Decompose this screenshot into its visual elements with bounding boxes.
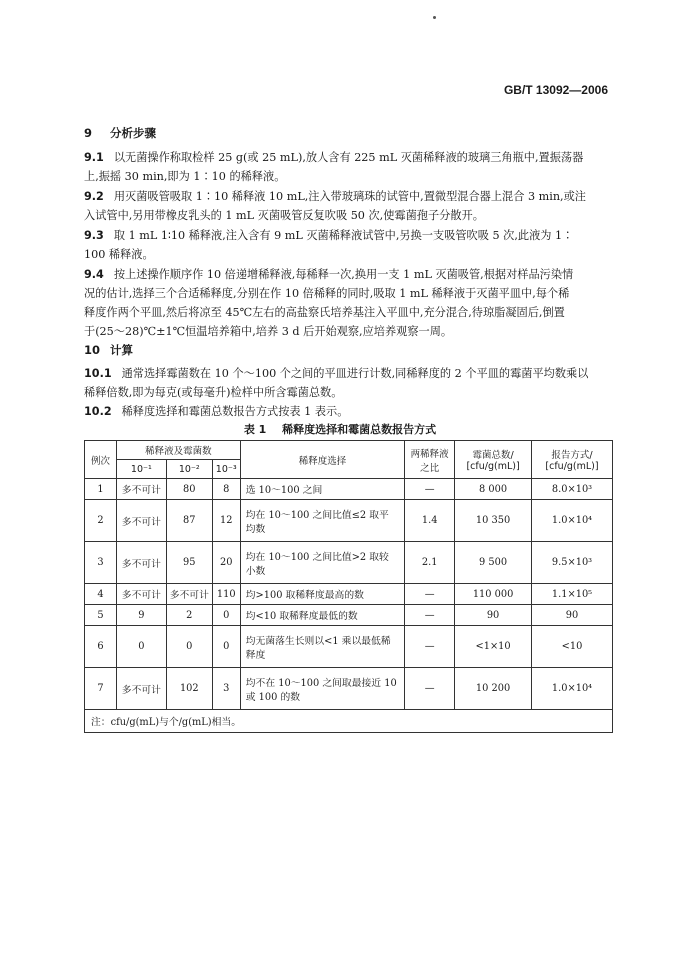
standard-number: GB/T 13092—2006 xyxy=(503,83,608,97)
table-note-row xyxy=(85,710,613,733)
cell-selection-line: 均数 xyxy=(245,523,266,535)
cell-report: 1.0×10⁴ xyxy=(532,500,613,542)
header-dilution-group: 稀释液及霉菌数 xyxy=(116,441,240,460)
dilution-table xyxy=(84,440,613,733)
header-total-line: 霉菌总数/ xyxy=(472,450,514,461)
header-report xyxy=(532,441,613,479)
cell-d1: 多不可计 xyxy=(116,668,166,710)
cell-d3: 20 xyxy=(212,542,240,584)
paragraph-9-2 xyxy=(84,187,612,225)
cell-total: 10 350 xyxy=(455,500,532,542)
paragraph-line: 入试管中,另用带橡皮乳头的 1 mL 灭菌吸管反复吹吸 50 次,使霉菌孢子分散开。 xyxy=(84,209,484,222)
cell-total: 8 000 xyxy=(455,479,532,500)
header-report-line: [cfu/g(mL)] xyxy=(545,461,599,472)
cell-selection-line: 均在 10～100 之间比值≤2 取平 xyxy=(245,509,389,521)
cell-selection-line: 释度 xyxy=(245,649,266,661)
paragraph-9-3 xyxy=(84,226,612,264)
table-row xyxy=(85,479,613,500)
table-row xyxy=(85,542,613,584)
section-title: 计算 xyxy=(110,343,134,357)
header-dilution-2: 10⁻² xyxy=(166,460,212,479)
cell-d3: 0 xyxy=(212,626,240,668)
cell-d2: 多不可计 xyxy=(166,584,212,605)
cell-d2: 102 xyxy=(166,668,212,710)
table-number: 表 1 xyxy=(243,423,267,436)
cell-total: 10 200 xyxy=(455,668,532,710)
cell-ratio: — xyxy=(405,626,455,668)
clause-number: 9.2 xyxy=(84,190,104,203)
header-ratio-line: 之比 xyxy=(420,462,440,474)
cell-d3: 110 xyxy=(212,584,240,605)
paragraph-line: 用灭菌吸管吸取 1∶10 稀释液 10 mL,注入带玻璃珠的试管中,置微型混合器上混合 3 min,或注 xyxy=(113,190,586,203)
cell-ratio: — xyxy=(405,668,455,710)
table-row xyxy=(85,626,613,668)
cell-selection-line: 或 100 的数 xyxy=(245,691,301,703)
cell-case: 1 xyxy=(85,479,117,500)
clause-number: 9.3 xyxy=(84,229,104,242)
cell-selection: 选 10～100 之间 xyxy=(240,479,405,500)
cell-d1: 多不可计 xyxy=(116,479,166,500)
cell-selection-line: 均无菌落生长则以<1 乘以最低稀 xyxy=(245,635,391,647)
paragraph-line: 以无菌操作称取检样 25 g(或 25 mL),放人含有 225 mL 灭菌稀释液的玻璃三角瓶中,置振荡器 xyxy=(113,151,584,164)
paragraph-line: 取 1 mL 1∶10 稀释液,注入含有 9 mL 灭菌稀释液试管中,另换一支吸管吹吸 5 次,此液为 1∶ xyxy=(113,229,574,242)
cell-selection xyxy=(240,500,405,542)
cell-report: 90 xyxy=(532,605,613,626)
header-report-line: 报告方式/ xyxy=(551,450,593,461)
section-number: 10 xyxy=(84,343,101,357)
cell-report: 8.0×10³ xyxy=(532,479,613,500)
cell-d1: 9 xyxy=(116,605,166,626)
cell-d2: 95 xyxy=(166,542,212,584)
header-ratio xyxy=(405,441,455,479)
cell-selection: 均<10 取稀释度最低的数 xyxy=(240,605,405,626)
cell-d3: 8 xyxy=(212,479,240,500)
table-caption: 稀释度选择和霉菌总数报告方式 xyxy=(282,423,437,436)
cell-total: 110 000 xyxy=(455,584,532,605)
header-ratio-line: 两稀释液 xyxy=(410,448,449,460)
cell-total: 9 500 xyxy=(455,542,532,584)
cell-selection-line: 小数 xyxy=(245,565,266,577)
cell-report: 1.1×10⁵ xyxy=(532,584,613,605)
cell-selection xyxy=(240,668,405,710)
paragraph-line: 通常选择霉菌数在 10 个～100 个之间的平皿进行计数,同稀释度的 2 个平皿的霉菌平均数乘以 xyxy=(121,367,589,380)
header-case: 例次 xyxy=(85,441,117,479)
cell-report: 1.0×10⁴ xyxy=(532,668,613,710)
cell-selection xyxy=(240,542,405,584)
cell-selection: 均>100 取稀释度最高的数 xyxy=(240,584,405,605)
cell-d3: 3 xyxy=(212,668,240,710)
cell-selection-line: 均不在 10～100 之间取最接近 10 xyxy=(245,677,397,689)
cell-d2: 80 xyxy=(166,479,212,500)
clause-number: 9.4 xyxy=(84,268,104,281)
cell-total: 90 xyxy=(455,605,532,626)
cell-ratio: 2.1 xyxy=(405,542,455,584)
table-title xyxy=(0,421,680,437)
cell-d1: 多不可计 xyxy=(116,584,166,605)
section-9-heading xyxy=(84,125,156,141)
header-dilution-1: 10⁻¹ xyxy=(116,460,166,479)
cell-report: <10 xyxy=(532,626,613,668)
cell-d1: 0 xyxy=(116,626,166,668)
cell-case: 7 xyxy=(85,668,117,710)
cell-ratio: 1.4 xyxy=(405,500,455,542)
header-total-line: [cfu/g(mL)] xyxy=(466,461,520,472)
cell-case: 3 xyxy=(85,542,117,584)
paragraph-line: 释度作两个平皿,然后将凉至 45℃左右的高盐察氏培养基注入平皿中,充分混合,待琼脂凝固后,倒置 xyxy=(84,306,565,319)
table-row xyxy=(85,500,613,542)
cell-selection xyxy=(240,626,405,668)
section-10-heading xyxy=(84,342,133,358)
header-total xyxy=(455,441,532,479)
paragraph-line: 100 稀释液。 xyxy=(84,248,154,261)
table-row xyxy=(85,605,613,626)
cell-case: 2 xyxy=(85,500,117,542)
cell-d3: 0 xyxy=(212,605,240,626)
cell-case: 5 xyxy=(85,605,117,626)
paragraph-line: 于(25～28)℃±1℃恒温培养箱中,培养 3 d 后开始观察,应培养观察一周。 xyxy=(84,325,453,338)
table-row xyxy=(85,668,613,710)
cell-case: 4 xyxy=(85,584,117,605)
clause-number: 9.1 xyxy=(84,151,104,164)
table-note: 注：cfu/g(mL)与个/g(mL)相当。 xyxy=(85,710,613,733)
cell-d1: 多不可计 xyxy=(116,542,166,584)
cell-selection-line: 均在 10～100 之间比值>2 取较 xyxy=(245,551,389,563)
paragraph-line: 稀释倍数,即为每克(或每毫升)检样中所含霉菌总数。 xyxy=(84,386,343,399)
section-title: 分析步骤 xyxy=(110,126,157,140)
clause-number: 10.2 xyxy=(84,405,112,418)
header-selection: 稀释度选择 xyxy=(240,441,405,479)
paragraph-line: 按上述操作顺序作 10 倍递增稀释液,每稀释一次,换用一支 1 mL 灭菌吸管,根据对样品污染情 xyxy=(113,268,574,281)
paragraph-9-1 xyxy=(84,148,612,186)
header-dilution-3: 10⁻³ xyxy=(212,460,240,479)
cell-case: 6 xyxy=(85,626,117,668)
paragraph-9-4 xyxy=(84,265,612,341)
cell-total: <1×10 xyxy=(455,626,532,668)
paragraph-10-2 xyxy=(84,402,612,421)
scan-speck xyxy=(433,16,436,19)
table-row xyxy=(85,584,613,605)
paragraph-line: 况的估计,选择三个合适稀释度,分别在作 10 倍稀释的同时,吸取 1 mL 稀释液于灭菌平皿中,每个稀 xyxy=(84,287,570,300)
cell-report: 9.5×10³ xyxy=(532,542,613,584)
paragraph-10-1 xyxy=(84,364,612,402)
section-number: 9 xyxy=(84,126,93,140)
cell-d2: 0 xyxy=(166,626,212,668)
cell-ratio: — xyxy=(405,605,455,626)
paragraph-line: 稀释度选择和霉菌总数报告方式按表 1 表示。 xyxy=(121,405,349,418)
cell-d2: 87 xyxy=(166,500,212,542)
clause-number: 10.1 xyxy=(84,367,112,380)
cell-ratio: — xyxy=(405,479,455,500)
cell-ratio: — xyxy=(405,584,455,605)
cell-d3: 12 xyxy=(212,500,240,542)
paragraph-line: 上,振摇 30 min,即为 1∶10 的稀释液。 xyxy=(84,170,286,183)
cell-d2: 2 xyxy=(166,605,212,626)
cell-d1: 多不可计 xyxy=(116,500,166,542)
